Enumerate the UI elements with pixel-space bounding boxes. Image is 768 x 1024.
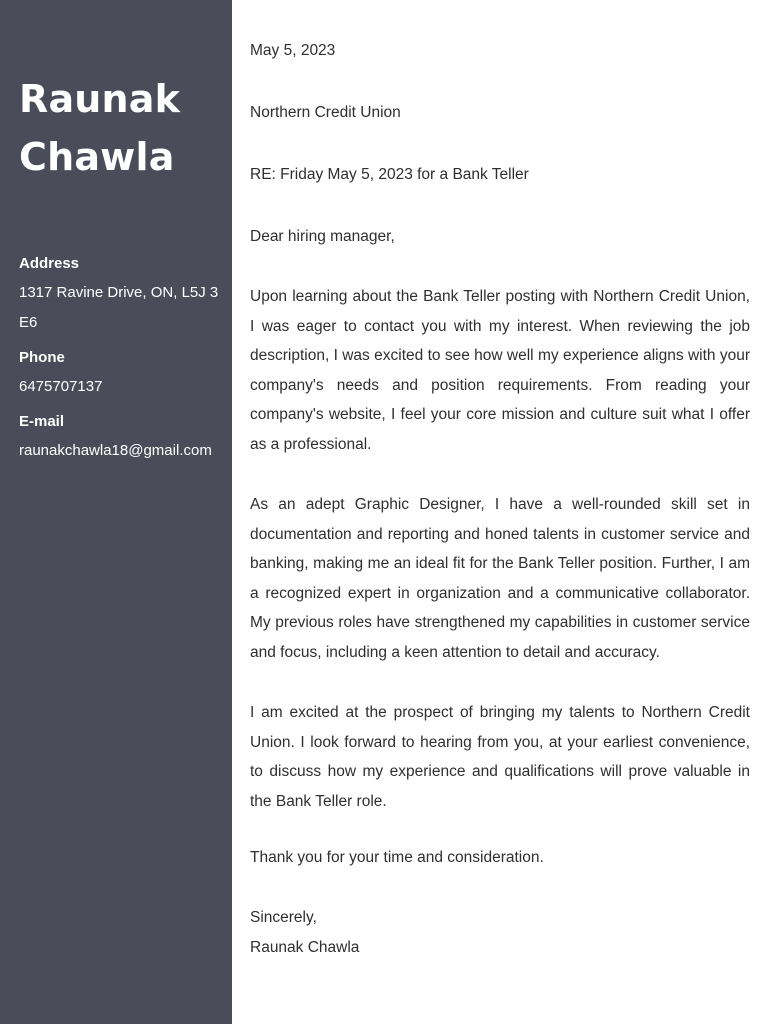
address-value: 1317 Ravine Drive, ON, L5J 3E6: [19, 284, 219, 331]
phone-section: [19, 348, 220, 402]
sidebar: [0, 0, 232, 1024]
phone-label: Phone: [19, 349, 65, 366]
address-label: Address: [19, 255, 80, 272]
applicant-first-name: Raunak: [19, 77, 181, 121]
letter-date: May 5, 2023: [250, 42, 336, 59]
applicant-name: [19, 70, 220, 186]
email-value: raunakchawla18@gmail.com: [19, 442, 212, 459]
phone-value: 6475707137: [19, 378, 103, 395]
letter-signoff: Sincerely,: [250, 909, 317, 926]
email-section: [19, 412, 220, 466]
letter-signature: Raunak Chawla: [250, 939, 360, 956]
letter-thanks: Thank you for your time and consideration.: [250, 849, 544, 866]
letter-paragraph: Upon learning about the Bank Teller posting with Northern Credit Union, I was eager to contact you with my interest. When reviewing the job description, I was excited to see how well my experience aligns with your company's needs and position requirements. From reading your company's website, I feel your core mission and culture suit what I offer as a professional.: [250, 288, 750, 453]
letter-paragraph: I am excited at the prospect of bringing my talents to Northern Credit Union. I look forward to hearing from you, at your earliest convenience, to discuss how my experience and qualifications will prove valuable in the Bank Teller role.: [250, 704, 750, 810]
letter-subject: RE: Friday May 5, 2023 for a Bank Teller: [250, 166, 529, 183]
letter-salutation: Dear hiring manager,: [250, 228, 395, 245]
email-label: E-mail: [19, 413, 65, 430]
letter-paragraph: As an adept Graphic Designer, I have a well-rounded skill set in documentation and reporting and honed talents in customer service and banking, making me an ideal fit for the Bank Teller position. Further, I am a recognized expert in organization and a communicative collaborator. My previous roles have strengthened my capabilities in customer service and focus, including a keen attention to detail and accuracy.: [250, 496, 750, 661]
address-section: [19, 254, 220, 338]
letter-body: [232, 0, 768, 1024]
applicant-last-name: Chawla: [19, 135, 175, 179]
letter-recipient: Northern Credit Union: [250, 104, 401, 121]
